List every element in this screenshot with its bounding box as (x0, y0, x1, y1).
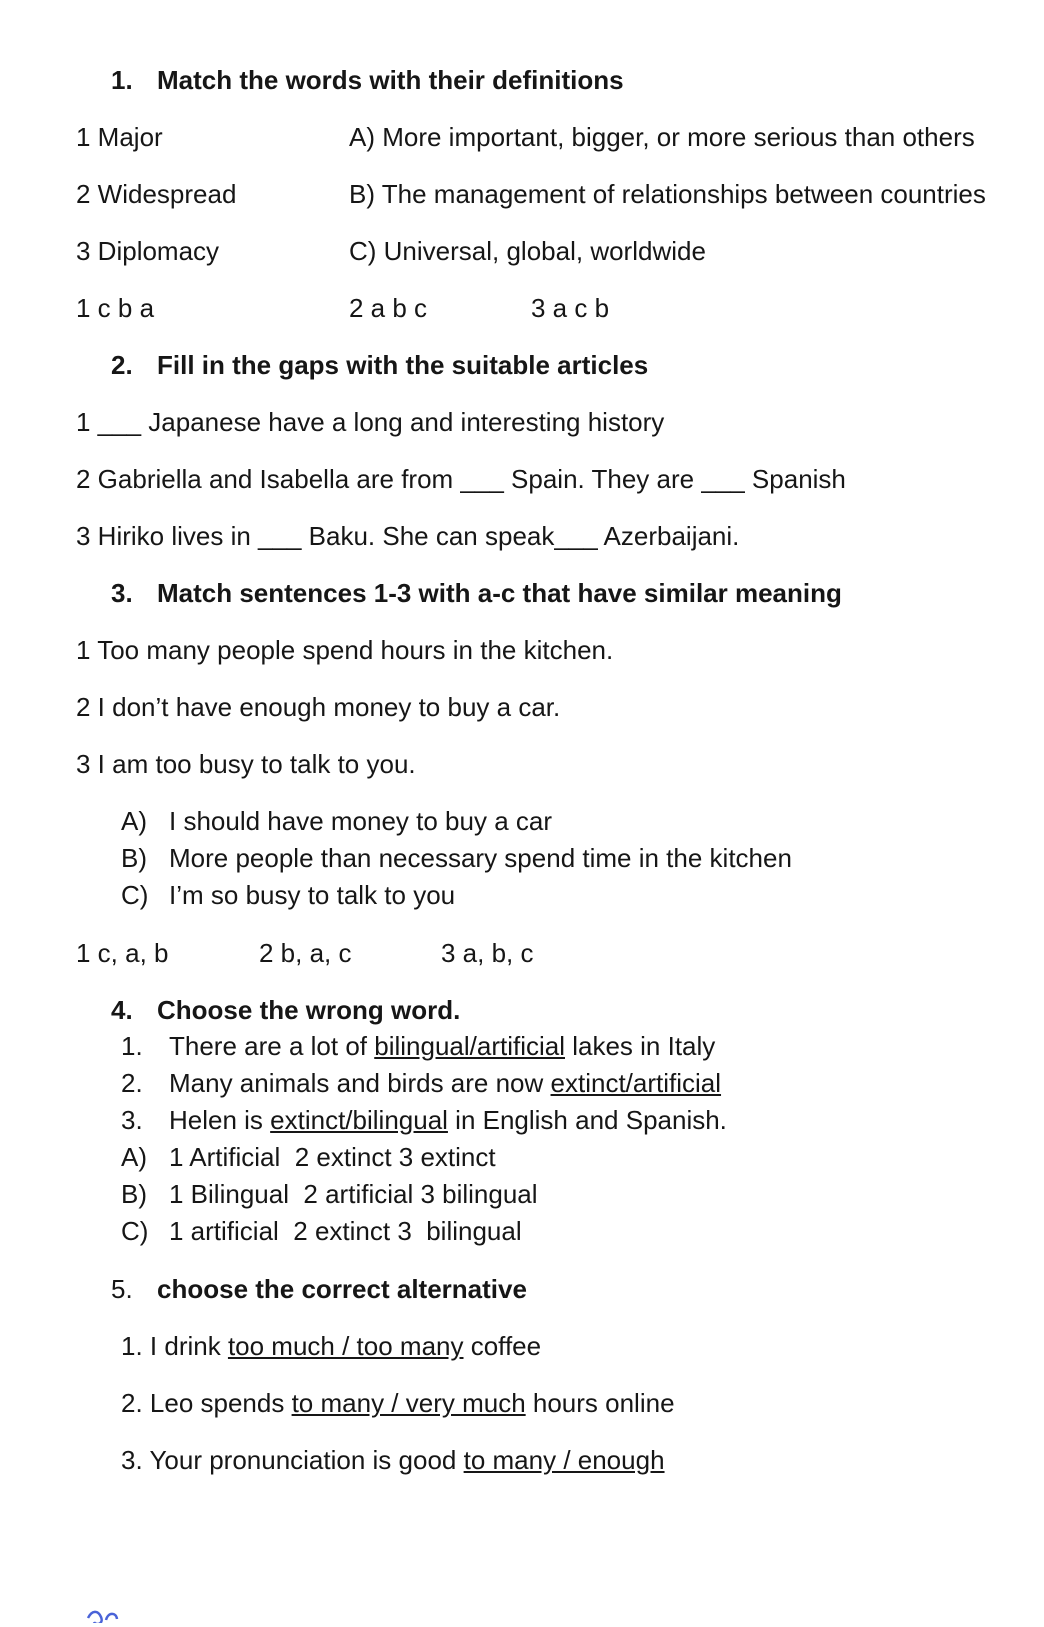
section5-title: choose the correct alternative (157, 1274, 527, 1304)
item-text (169, 1102, 727, 1139)
item-text-pre: 1. I drink (121, 1331, 228, 1361)
option-label: C) (121, 1216, 149, 1246)
wrong-word-item (76, 1028, 1028, 1065)
answer-option: 1 c, a, b (76, 938, 169, 968)
sentence: 3 I am too busy to talk to you. (76, 749, 416, 779)
match-definition: C) Universal, global, worldwide (349, 236, 706, 266)
option-row (76, 1176, 1028, 1213)
gap-fill-sentence: 2 Gabriella and Isabella are from ___ Spain. They are ___ Spanish (76, 464, 846, 494)
blue-squiggle-icon (86, 1608, 120, 1623)
alternative-item (76, 1328, 1028, 1364)
item-text-post: lakes in Italy (565, 1031, 716, 1061)
underlined-text: too much / too many (227, 1331, 464, 1361)
answer-option: 2 b, a, c (259, 938, 352, 968)
item-text-pre: Helen is (169, 1105, 271, 1135)
section3-options (76, 803, 1028, 914)
section4-heading (76, 992, 1028, 1028)
match-term: 2 Widespread (76, 179, 237, 209)
item-text-pre: 2. Leo spends (121, 1388, 292, 1418)
item-text-post: in English and Spanish. (447, 1105, 727, 1135)
option-text: I should have money to buy a car (169, 806, 553, 836)
match-pair-row (76, 176, 1028, 212)
item-text-pre: There are a lot of (169, 1031, 375, 1061)
section1-title: Match the words with their definitions (157, 65, 624, 95)
section2-title: Fill in the gaps with the suitable articles (157, 350, 649, 380)
sentence: 2 I don’t have enough money to buy a car. (76, 692, 561, 722)
section1-number: 1. (111, 65, 133, 95)
section3-title: Match sentences 1-3 with a-c that have similar meaning (157, 578, 842, 608)
underlined-text: bilingual/artificial (374, 1031, 565, 1061)
answer-option: 2 a b c (349, 293, 428, 323)
answer-option: 1 c b a (76, 293, 155, 323)
option-label: B) (121, 843, 147, 873)
section5-number: 5. (111, 1274, 133, 1304)
section3-heading (76, 575, 1028, 611)
gap-fill-sentence: 1 ___ Japanese have a long and interesting history (76, 407, 665, 437)
section3-answer-row (76, 935, 1028, 971)
option-label: A) (121, 806, 147, 836)
option-text: 1 Bilingual 2 artificial 3 bilingual (169, 1179, 538, 1209)
match-pair-row (76, 233, 1028, 269)
underlined-text: extinct/artificial (550, 1068, 722, 1098)
answer-option: 3 a, b, c (441, 938, 534, 968)
section2-number: 2. (111, 350, 133, 380)
alternative-item (76, 1442, 1028, 1478)
underlined-text: to many / enough (463, 1445, 665, 1475)
option-row (76, 1213, 1028, 1250)
section4-options (76, 1139, 1028, 1250)
section5-heading (76, 1271, 1028, 1307)
match-term: 3 Diplomacy (76, 236, 220, 266)
underlined-text: to many / very much (291, 1388, 526, 1418)
item-text (169, 1028, 715, 1065)
section3-number: 3. (111, 578, 133, 608)
option-row (76, 877, 1028, 914)
item-text-pre: Many animals and birds are now (169, 1068, 551, 1098)
gap-fill-sentence: 3 Hiriko lives in ___ Baku. She can speak___ Azerbaijani. (76, 521, 740, 551)
match-definition: B) The management of relationships between countries (349, 179, 986, 209)
underlined-text: extinct/bilingual (270, 1105, 448, 1135)
option-text: 1 Artificial 2 extinct 3 extinct (169, 1142, 496, 1172)
match-pair-row (76, 119, 1028, 155)
cut-off-blue-text-fragment (86, 1608, 120, 1623)
match-definition: A) More important, bigger, or more serious than others (349, 122, 975, 152)
item-number: 1. (121, 1031, 143, 1061)
option-text: I’m so busy to talk to you (169, 880, 456, 910)
option-label: B) (121, 1179, 147, 1209)
section4-title: Choose the wrong word. (157, 995, 461, 1025)
item-number: 2. (121, 1068, 143, 1098)
section1-answer-row (76, 290, 1028, 326)
match-term: 1 Major (76, 122, 163, 152)
answer-option: 3 a c b (531, 293, 610, 323)
option-text: More people than necessary spend time in the kitchen (169, 843, 792, 873)
wrong-word-item (76, 1065, 1028, 1102)
section1-heading (76, 62, 1028, 98)
item-text-post: hours online (525, 1388, 675, 1418)
option-text: 1 artificial 2 extinct 3 bilingual (169, 1216, 522, 1246)
sentence: 1 Too many people spend hours in the kitchen. (76, 635, 614, 665)
option-row (76, 803, 1028, 840)
section4-number: 4. (111, 995, 133, 1025)
option-label: C) (121, 880, 149, 910)
alternative-item (76, 1385, 1028, 1421)
item-number: 3. (121, 1105, 143, 1135)
wrong-word-item (76, 1102, 1028, 1139)
option-row (76, 840, 1028, 877)
item-text-post: coffee (463, 1331, 542, 1361)
item-text-pre: 3. Your pronunciation is good (121, 1445, 464, 1475)
section2-heading (76, 347, 1028, 383)
item-text (169, 1065, 721, 1102)
option-label: A) (121, 1142, 147, 1172)
option-row (76, 1139, 1028, 1176)
